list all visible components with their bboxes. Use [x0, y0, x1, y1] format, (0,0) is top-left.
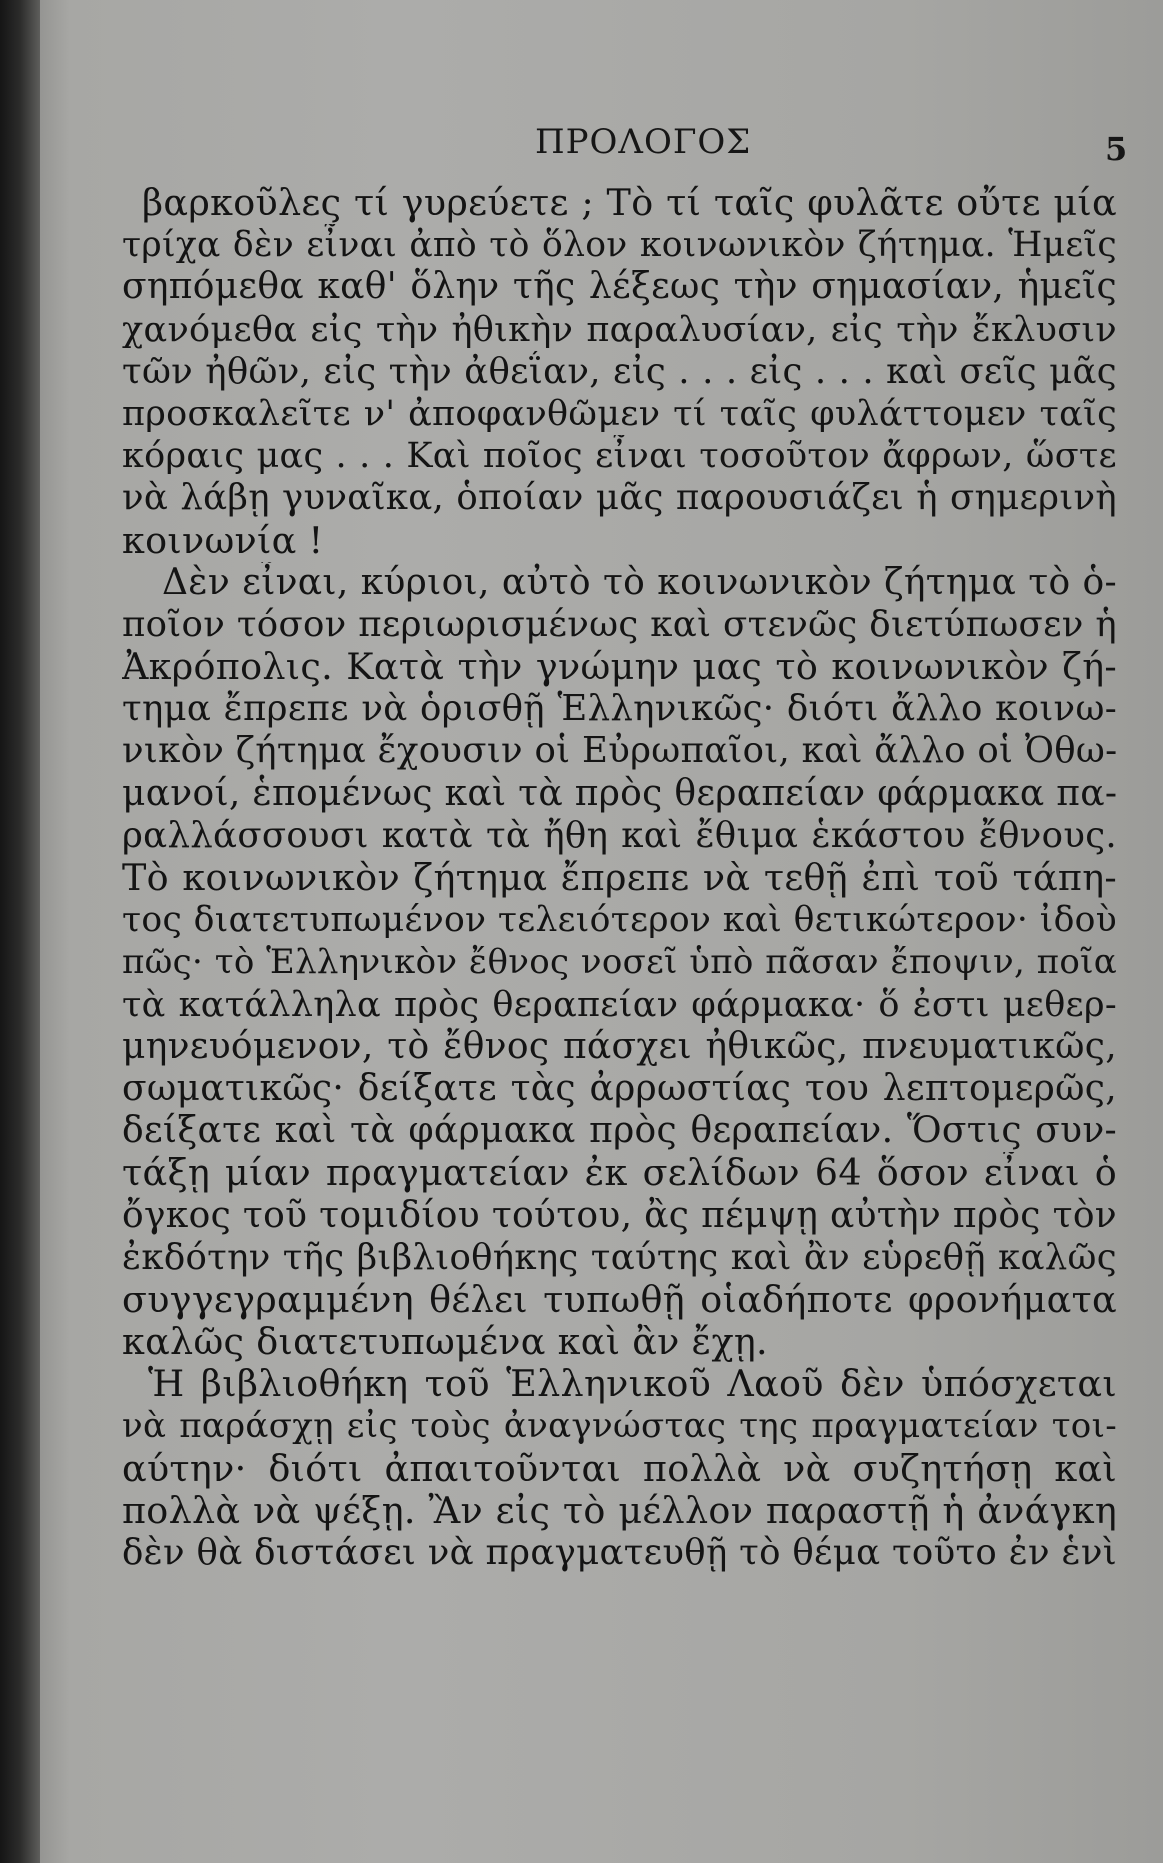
text-line: Ἡ βιβλιοθήκη τοῦ Ἑλληνικοῦ Λαοῦ δὲν ὑπόσχεται — [148, 1363, 1117, 1406]
text-line: τῶν ἠθῶν, εἰς τὴν ἀθεΐαν, εἰς . . . εἰς . . . καὶ σεῖς μᾶς — [122, 350, 1117, 392]
text-line: Τὸ κοινωνικὸν ζήτημα ἔπρεπε νὰ τεθῇ ἐπὶ τοῦ τάπη- — [122, 857, 1117, 899]
text-line: τάξῃ μίαν πραγματείαν ἐκ σελίδων 64 ὅσον εἶναι ὁ — [122, 1152, 1117, 1195]
text-line: σωματικῶς· δείξατε τὰς ἀρρωστίας του λεπτομερῶς, — [122, 1067, 1117, 1109]
text-line: τημα ἔπρεπε νὰ ὁρισθῇ Ἑλληνικῶς· διότι ἄλλο κοινω- — [122, 688, 1117, 730]
binding-gutter — [0, 0, 40, 1863]
text-line: κόραις μας . . . Καὶ ποῖος εἶναι τοσοῦτον ἄφρων, ὥστε — [122, 436, 1117, 477]
text-line: ραλλάσσουσι κατὰ τὰ ἤθη καὶ ἔθιμα ἑκάστου ἔθνους. — [122, 814, 1117, 856]
text-line: δὲν θὰ διστάσει νὰ πραγματευθῇ τὸ θέμα τοῦτο ἐν ἑνὶ — [122, 1532, 1117, 1573]
text-line: ἐκδότην τῆς βιβλιοθήκης ταύτης καὶ ἂν εὑρεθῇ καλῶς — [122, 1236, 1117, 1278]
text-line: τὰ κατάλληλα πρὸς θεραπείαν φάρμακα· ὅ ἐστι μεθερ- — [122, 984, 1117, 1025]
page-number: 5 — [1105, 130, 1128, 168]
text-line: ὄγκος τοῦ τομιδίου τούτου, ἂς πέμψῃ αὐτὴν πρὸς τὸν — [122, 1194, 1117, 1236]
running-title: ΠΡΟΛΟΓΟΣ — [535, 122, 752, 162]
page-header — [0, 112, 1163, 172]
text-line: χανόμεθα εἰς τὴν ἠθικὴν παραλυσίαν, εἰς τὴν ἔκλυσιν — [122, 309, 1117, 350]
text-line: καλῶς διατετυπωμένα καὶ ἂν ἔχῃ. — [122, 1321, 768, 1364]
text-line: πῶς· τὸ Ἑλληνικὸν ἔθνος νοσεῖ ὑπὸ πᾶσαν ἔποψιν, ποῖα — [122, 942, 1117, 983]
text-line: τρίχα δὲν εἶναι ἀπὸ τὸ ὅλον κοινωνικὸν ζήτημα. Ἡμεῖς — [122, 225, 1117, 266]
text-line: μηνευόμενον, τὸ ἔθνος πάσχει ἠθικῶς, πνευματικῶς, — [122, 1025, 1117, 1067]
text-line: βαρκοῦλες τί γυρεύετε ; Τὸ τί ταῖς φυλᾶτε οὔτε μία — [142, 182, 1117, 224]
text-line: νὰ λάβῃ γυναῖκα, ὁποίαν μᾶς παρουσιάζει ἡ σημερινὴ — [122, 477, 1117, 519]
text-line: νὰ παράσχῃ εἰς τοὺς ἀναγνώστας της πραγματείαν τοι- — [122, 1406, 1117, 1447]
text-line: μανοί, ἑπομένως καὶ τὰ πρὸς θεραπείαν φάρμακα πα- — [122, 772, 1117, 814]
text-line: δείξατε καὶ τὰ φάρμακα πρὸς θεραπείαν. Ὅστις συν- — [122, 1110, 1117, 1152]
text-line: τος διατετυπωμένον τελειότερον καὶ θετικώτερον· ἰδοὺ — [122, 900, 1117, 941]
text-line: ποῖον τόσον περιωρισμένως καὶ στενῶς διετύπωσεν ἡ — [122, 603, 1117, 645]
text-line: προσκαλεῖτε ν' ἀποφανθῶμεν τί ταῖς φυλάττομεν ταῖς — [122, 393, 1117, 434]
text-line: πολλὰ νὰ ψέξῃ. Ἂν εἰς τὸ μέλλον παραστῇ ἡ ἀνάγκη — [122, 1489, 1117, 1532]
text-line: αύτην· διότι ἀπαιτοῦνται πολλὰ νὰ συζητήσῃ καὶ — [122, 1447, 1117, 1490]
text-line: νικὸν ζήτημα ἔχουσιν οἱ Εὐρωπαῖοι, καὶ ἄλλο οἱ Ὀθω- — [122, 730, 1117, 772]
text-line: σηπόμεθα καθ' ὅλην τῆς λέξεως τὴν σημασίαν, ἡμεῖς — [122, 266, 1117, 308]
text-line: Ἀκρόπολις. Κατὰ τὴν γνώμην μας τὸ κοινωνικὸν ζή- — [122, 646, 1117, 689]
text-line: Δὲν εἶναι, κύριοι, αὐτὸ τὸ κοινωνικὸν ζήτημα τὸ ὁ- — [162, 561, 1117, 603]
text-line: κοινωνία ! — [122, 519, 324, 562]
text-line: συγγεγραμμένη θέλει τυπωθῇ οἱαδήποτε φρονήματα — [122, 1278, 1117, 1321]
body-text — [122, 182, 1117, 1574]
